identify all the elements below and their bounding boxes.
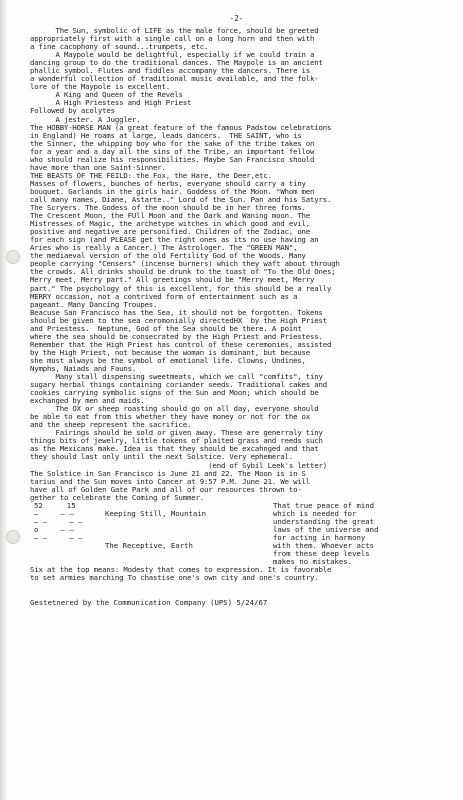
text-line: part." The psychology of this is excellent, for this should be a really	[30, 283, 332, 293]
text-line: A jester. A Juggler.	[30, 114, 141, 124]
text-line: should be given to the sea ceromonially directedHX by the High Priest	[30, 315, 328, 325]
text-line: by the High Priest, not because the woman is dominant, but because	[30, 347, 311, 357]
text-line: The Scryers. The Godess of the moon should be in her three forms.	[30, 203, 306, 213]
text-line: positive and negative are personified. Children of the Zodiac, one	[30, 227, 311, 237]
hexagram-line: — —	[60, 524, 74, 534]
text-line: cookies carrying symbolic signs of the Sun and Moon; which should be	[30, 388, 319, 398]
text-line: and the sheep represent the sacrifice.	[30, 420, 192, 430]
text-line: as the Mexicans make. Idea is that they should be excahnged and that	[30, 444, 319, 454]
text-line: the crowds. All drinks should be drunk to the toast of "To the Old Ones;	[30, 267, 336, 277]
text-line: Remember that the High Priest has control of these ceremonies, assisted	[30, 339, 332, 349]
text-line: have more than one Saint-Sinner.	[30, 162, 166, 172]
text-line: A Maypole would be delightful, especially if we could train a	[30, 50, 315, 60]
text-line: THE BEASTS OF THE FEILD: the Fox, the Hare, the Deer,etc.	[30, 170, 272, 180]
hexagram-figures	[30, 502, 105, 542]
text-line: for a year and a day all the sins of the Tribe, an important fellow	[30, 146, 315, 156]
footer-credit: Gestetnered by the Communication Company (UPS) 5/24/67	[30, 598, 268, 608]
hexagram-commentary: That true peace of mind which is needed for understanding the great laws of the universe and for acting in harmony with them. Whoever acts from these deep levels makes no mistakes.	[273, 500, 379, 567]
hexagram-number: 52	[34, 500, 43, 510]
text-line: things bits of jewelry, little tokens of plaited grass and reeds such	[30, 436, 323, 446]
text-line: pageant. Many Dancing Troupes.	[30, 299, 158, 309]
text-line: Many stall dispensing sweetmeats, which we call "comfits", tiny	[30, 372, 323, 382]
hexagram-name: Keeping Still, Mountain	[105, 508, 207, 518]
text-line: MERRY occasion, not a contrived form of entertainment such as a	[30, 291, 298, 301]
text-line: The Sun, symbolic of LIFE as the male force, should be greeted	[30, 26, 319, 35]
text-line: the mediaeval version of the old Fertility God of the Woods. Many	[30, 251, 306, 261]
text-line: The Crescent Moon, the FUll Moon and the Dark and Waning moon. The	[30, 211, 311, 221]
text-line: Merry meet, Merry part." All greetings should be "Merry meet, Merry	[30, 275, 315, 285]
text-line: Fairings should be sold or given away. These are generraly tiny	[30, 428, 323, 438]
text-line: Nymphs, Naiads and Fauns.	[30, 363, 137, 373]
text-line: tarius and the Sun moves into Cancer at 9:57 P.M. June 21. We will	[30, 476, 311, 486]
hexagram-line: — —	[69, 532, 83, 542]
punch-hole	[6, 530, 20, 544]
text-line: call many names, Diane, Astarte.." Lord of the Sun. Pan and his Satyrs.	[30, 194, 332, 204]
text-line: where the sea should be consecrated by the High Priest and Priestess.	[30, 331, 323, 341]
text-line: bouquet. Garlands in the girls hair. Goddess of the Moon. "Whom men	[30, 186, 315, 196]
text-line: lore of the Maypole is excellent.	[30, 82, 171, 92]
text-line: sugary herbal things containing coriander seeds. Traditional cakes and	[30, 380, 328, 390]
text-line: appropriately first with a single call on a long horn and then with	[30, 34, 315, 44]
text-line: for each sign (and PLEASE get the right ones as its no use having an	[30, 235, 319, 245]
hexagram-line: — —	[34, 532, 48, 542]
text-line: a wonderful collection of traditional music available, and the folk-	[30, 74, 319, 84]
punch-hole	[6, 250, 20, 264]
text-line: in England) He roams at large, leads dancers. THE SAINT, who is	[30, 130, 302, 140]
text-line: who should realize his responsibilities. Maybe San Francisco should	[30, 154, 315, 164]
body-text	[30, 27, 443, 502]
hexagram-names	[105, 502, 273, 550]
text-line: A King and Queen of the Revels	[30, 90, 183, 100]
page-edge-shadow	[0, 0, 8, 800]
text-line: dancing group to do the traditional dances. The Maypole is an ancient	[30, 58, 323, 68]
text-line: and Priestess. Neptune, God of the Sea should be there. A point	[30, 323, 302, 333]
text-line: Beacuse San Francisco has the Sea, it should not be forgotten. Tokens	[30, 307, 323, 317]
text-line: (end of Sybil Leek's letter)	[30, 460, 328, 470]
text-line: Followed by acolytes	[30, 106, 115, 116]
closing-line: to set armies marching To chastise one's own city and one's country.	[30, 573, 319, 583]
text-line: The Solstice in San Francisco is June 21 and 22. The Moon is in S	[30, 468, 306, 478]
hexagram-line: — —	[69, 516, 83, 526]
text-line: they should last only until the next Solstice. Very ephemeral.	[30, 452, 294, 462]
hexagram-name: The Receptive, Earth	[105, 540, 193, 550]
hexagram-line: —	[34, 508, 39, 518]
text-line: The HOBBY-HORSE MAN (a great feature of the famous Padstow celebrations	[30, 122, 332, 132]
text-line: she must always be the symbol of emotional life. Clowns, Undines,	[30, 355, 306, 365]
hexagram-line: — —	[34, 516, 48, 526]
text-line: gether to celebrate the Coming of Summer.	[30, 492, 204, 502]
closing-line: Six at the top means: Modesty that comes to expression. It is favorable	[30, 565, 332, 575]
text-line: exchanged by men and maids.	[30, 396, 145, 406]
hexagram-number: 15	[66, 500, 76, 510]
text-line: A High Priestess and High Priest	[30, 98, 192, 108]
hexagram-line-row	[30, 534, 105, 542]
text-line: people carrying "Censers" (incense burners) which they waft about through	[30, 259, 340, 269]
text-line: have all of Golden Gate Park and all of our resources thrown to-	[30, 484, 302, 494]
text-line: be able to eat from this whether they have money or not for the ox	[30, 412, 311, 422]
text-line: a fine cacophony of sound...trumpets, etc.	[30, 42, 209, 52]
hexagram-line: o	[34, 524, 39, 534]
text-line: Masses of flowers, bunches of herbs, everyone should carry a tiny	[30, 178, 306, 188]
page-number: -2-	[229, 14, 244, 23]
text-line: Aries who is really a Cancer.) The Astrologer. The "GREEN MAN",	[30, 243, 298, 253]
text-line: Mistresses of Magic, the archetype witches in which good and evil,	[30, 219, 311, 229]
hexagram-section	[30, 502, 443, 566]
text-line: phallic symbol. Flutes and fiddles accompany the dancers. There is	[30, 66, 311, 76]
text-line: the Sinner, the whipping boy who for the sake of the tribe takes on	[30, 138, 315, 148]
hexagram-line: — —	[60, 508, 74, 518]
text-line: The OX or sheep roasting should go on all day, everyone should	[30, 404, 319, 414]
